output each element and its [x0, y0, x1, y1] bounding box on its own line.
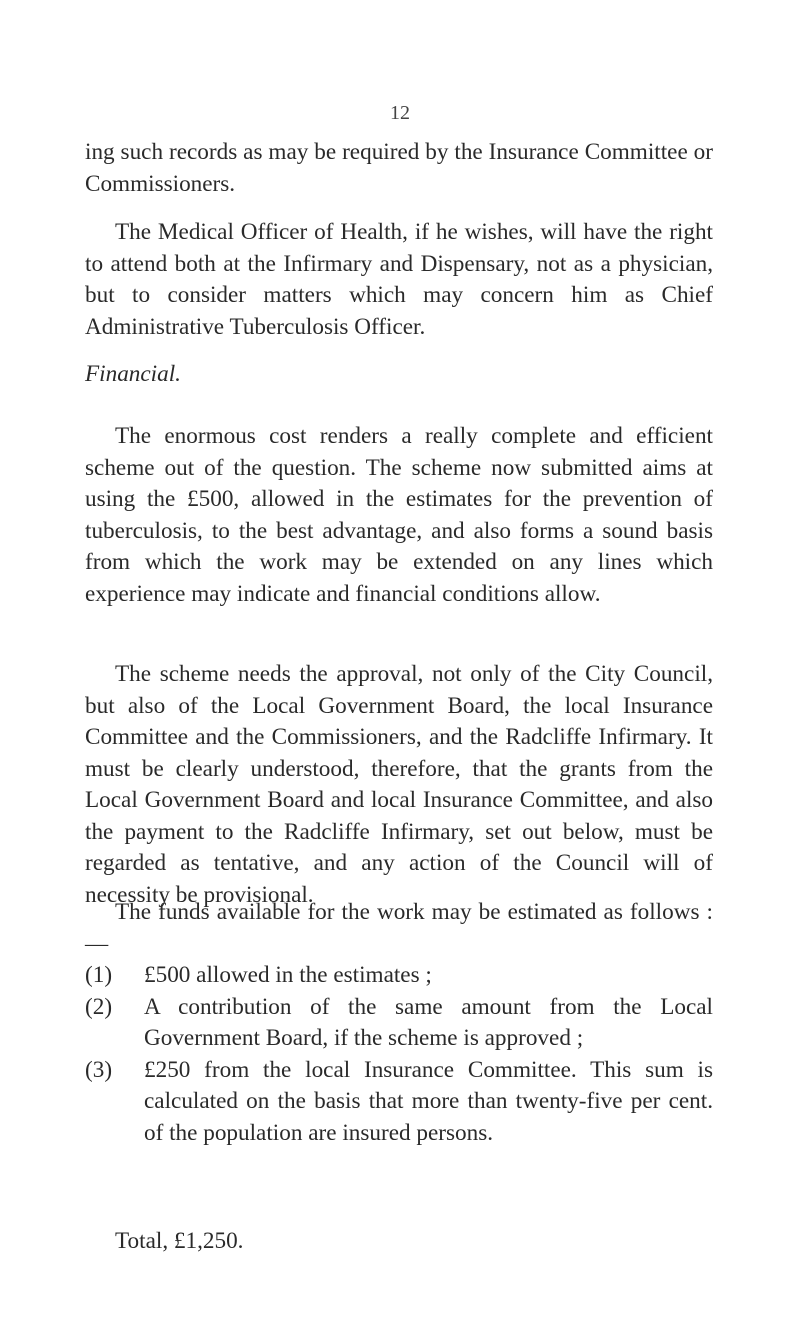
paragraph-approval-block	[85, 659, 713, 911]
paragraph-medical-officer	[85, 217, 713, 343]
list-item-text: £500 allowed in the estimates ;	[144, 962, 432, 988]
section-heading-financial: Financial.	[85, 361, 181, 387]
section-heading-block	[85, 359, 713, 391]
paragraph-5: The funds available for the work may be estimated as follows :—	[85, 899, 713, 957]
paragraph-1: ing such records as may be required by the Insurance Committee or Commissioners.	[85, 139, 713, 197]
paragraph-funds-block	[85, 897, 713, 960]
total-line: Total, £1,250.	[115, 1228, 244, 1254]
funds-list	[85, 960, 713, 1149]
paragraph-2: The Medical Officer of Health, if he wishes, will have the right to attend both at the Infirmary and Dispensary, not as a physician, but to consider matters which may concern him as Chief Administrative Tuberculosis Officer.	[85, 219, 713, 340]
list-item	[85, 1055, 713, 1150]
list-item	[85, 960, 713, 992]
paragraph-cost-block	[85, 421, 713, 610]
page-number: 12	[390, 102, 410, 124]
paragraph-continuation	[85, 137, 713, 200]
list-item	[85, 992, 713, 1055]
list-item-text: £250 from the local Insurance Committee. This sum is calculated on the basis that more than twenty-five per cent. of the population are insured persons.	[144, 1056, 713, 1146]
list-item-number: (3)	[85, 1056, 113, 1083]
total-block	[85, 1226, 713, 1258]
paragraph-4: The scheme needs the approval, not only of the City Council, but also of the Local Government Board, the local Insurance Committee and the Commissioners, and the Radcliffe Infirmary. It must be clearly understood, therefore, that the grants from the Local Government Board and local Insurance Committee, and also the payment to the Radcliffe Infirmary, set out below, must be regarded as tentative, and any action of the Council will of necessity be provisional.	[85, 661, 713, 908]
paragraph-3: The enormous cost renders a really complete and efficient scheme out of the question. The scheme now submitted aims at using the £500, allowed in the estimates for the prevention of tuberculosis, to the best advantage, and also forms a sound basis from which the work may be extended on any lines which experience may indicate and financial conditions allow.	[85, 423, 713, 607]
list-item-text: A contribution of the same amount from the Local Government Board, if the scheme is approved ;	[144, 993, 713, 1051]
list-item-number: (1)	[85, 962, 113, 988]
list-item-number: (2)	[85, 993, 113, 1020]
